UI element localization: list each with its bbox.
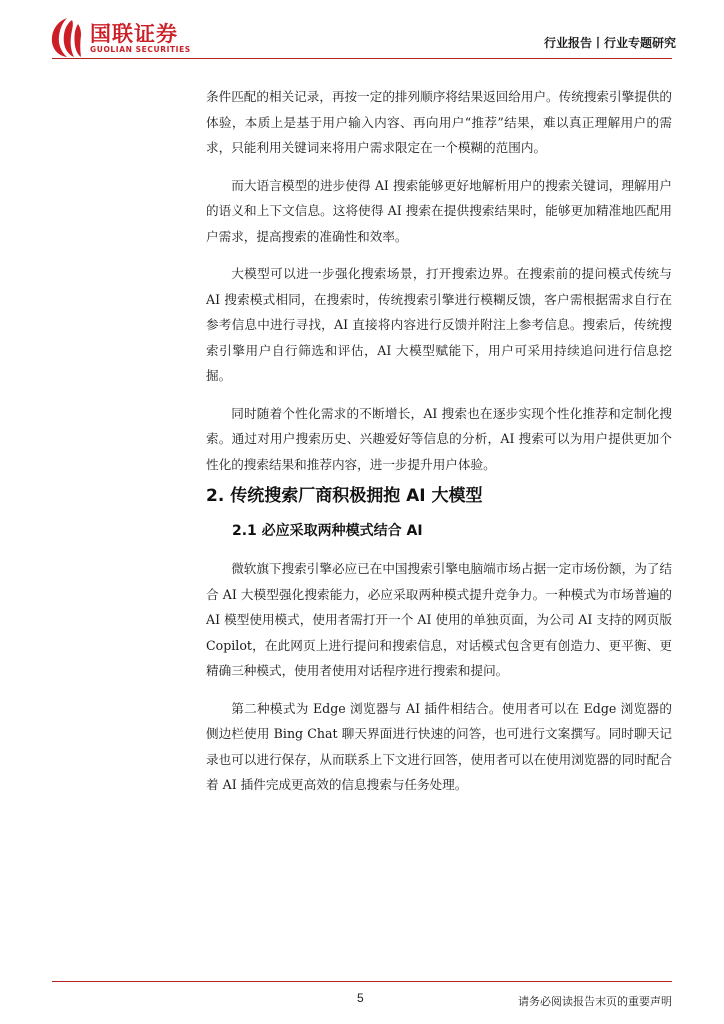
paragraph: 第二种模式为 Edge 浏览器与 AI 插件相结合。使用者可以在 Edge 浏览器的侧边栏使用 Bing Chat 聊天界面进行快速的问答，也可进行文案撰写。同时聊天记录也可以进行保存，从而联系上下文进行回答，使用者可以在使用浏览器的同时配合着 AI 插件完成更高效的信息搜索与任务处理。 bbox=[206, 700, 672, 792]
paragraph: 微软旗下搜索引擎必应已在中国搜索引擎电脑端市场占据一定市场份额，为了结合 AI 大模型强化搜索能力，必应采取两种模式提升竞争力。一种模式为市场普遍的 AI 模型使用模式，使用者需打开一个 AI 使用的单独页面，为公司 AI 支持的网页版 Copilot，在此网页上进行提问和搜索信息，对话模式包含更有创造力、更平衡、更精确三种模式，使用者使用对话程序进行搜索和提问。 bbox=[206, 561, 672, 678]
guolian-logo-mark-icon bbox=[50, 16, 84, 58]
header-divider bbox=[52, 58, 672, 59]
paragraph: 而大语言模型的进步使得 AI 搜索能够更好地解析用户的搜索关键词，理解用户的语义和上下文信息。这将使得 AI 搜索在提供搜索结果时，能够更加精准地匹配用户需求，提高搜索的准确性和效率。 bbox=[206, 177, 672, 244]
body-text-top bbox=[206, 84, 672, 489]
paragraph: 大模型可以进一步强化搜索场景，打开搜索边界。在搜索前的提问模式传统与 AI 搜索模式相同，在搜索时，传统搜索引擎进行模糊反馈，客户需根据需求自行在参考信息中进行寻找，AI 直接将内容进行反馈并附注上参考信息。搜索后，传统搜索引擎用户自行筛选和评估，AI 大模型赋能下，用户可采用持续追问进行信息挖掘。 bbox=[206, 266, 672, 383]
footer-divider bbox=[52, 981, 672, 982]
subsection-heading: 2.1 必应采取两种模式结合 AI bbox=[232, 523, 423, 539]
logo-chinese-name: 国联证券 bbox=[90, 22, 178, 46]
disclaimer-note: 请务必阅读报告末页的重要声明 bbox=[518, 995, 672, 1008]
report-type-label: 行业报告丨行业专题研究 bbox=[543, 36, 676, 50]
paragraph: 条件匹配的相关记录，再按一定的排列顺序将结果返回给用户。传统搜索引擎提供的体验，本质上是基于用户输入内容、再向用户“推荐”结果，难以真正理解用户的需求，只能利用关键词来将用户需求限定在一个模糊的范围内。 bbox=[206, 89, 672, 155]
section-heading: 2. 传统搜索厂商积极拥抱 AI 大模型 bbox=[206, 486, 483, 506]
guolian-logo bbox=[50, 16, 225, 62]
page-header bbox=[40, 12, 684, 60]
body-text-bottom bbox=[206, 556, 672, 810]
paragraph: 同时随着个性化需求的不断增长，AI 搜索也在逐步实现个性化推荐和定制化搜索。通过对用户搜索历史、兴趣爱好等信息的分析，AI 搜索可以为用户提供更加个性化的搜索结果和推荐内容，进一步提升用户体验。 bbox=[206, 405, 672, 472]
page-number: 5 bbox=[357, 991, 364, 1005]
logo-english-name: GUOLIAN SECURITIES bbox=[90, 45, 191, 54]
